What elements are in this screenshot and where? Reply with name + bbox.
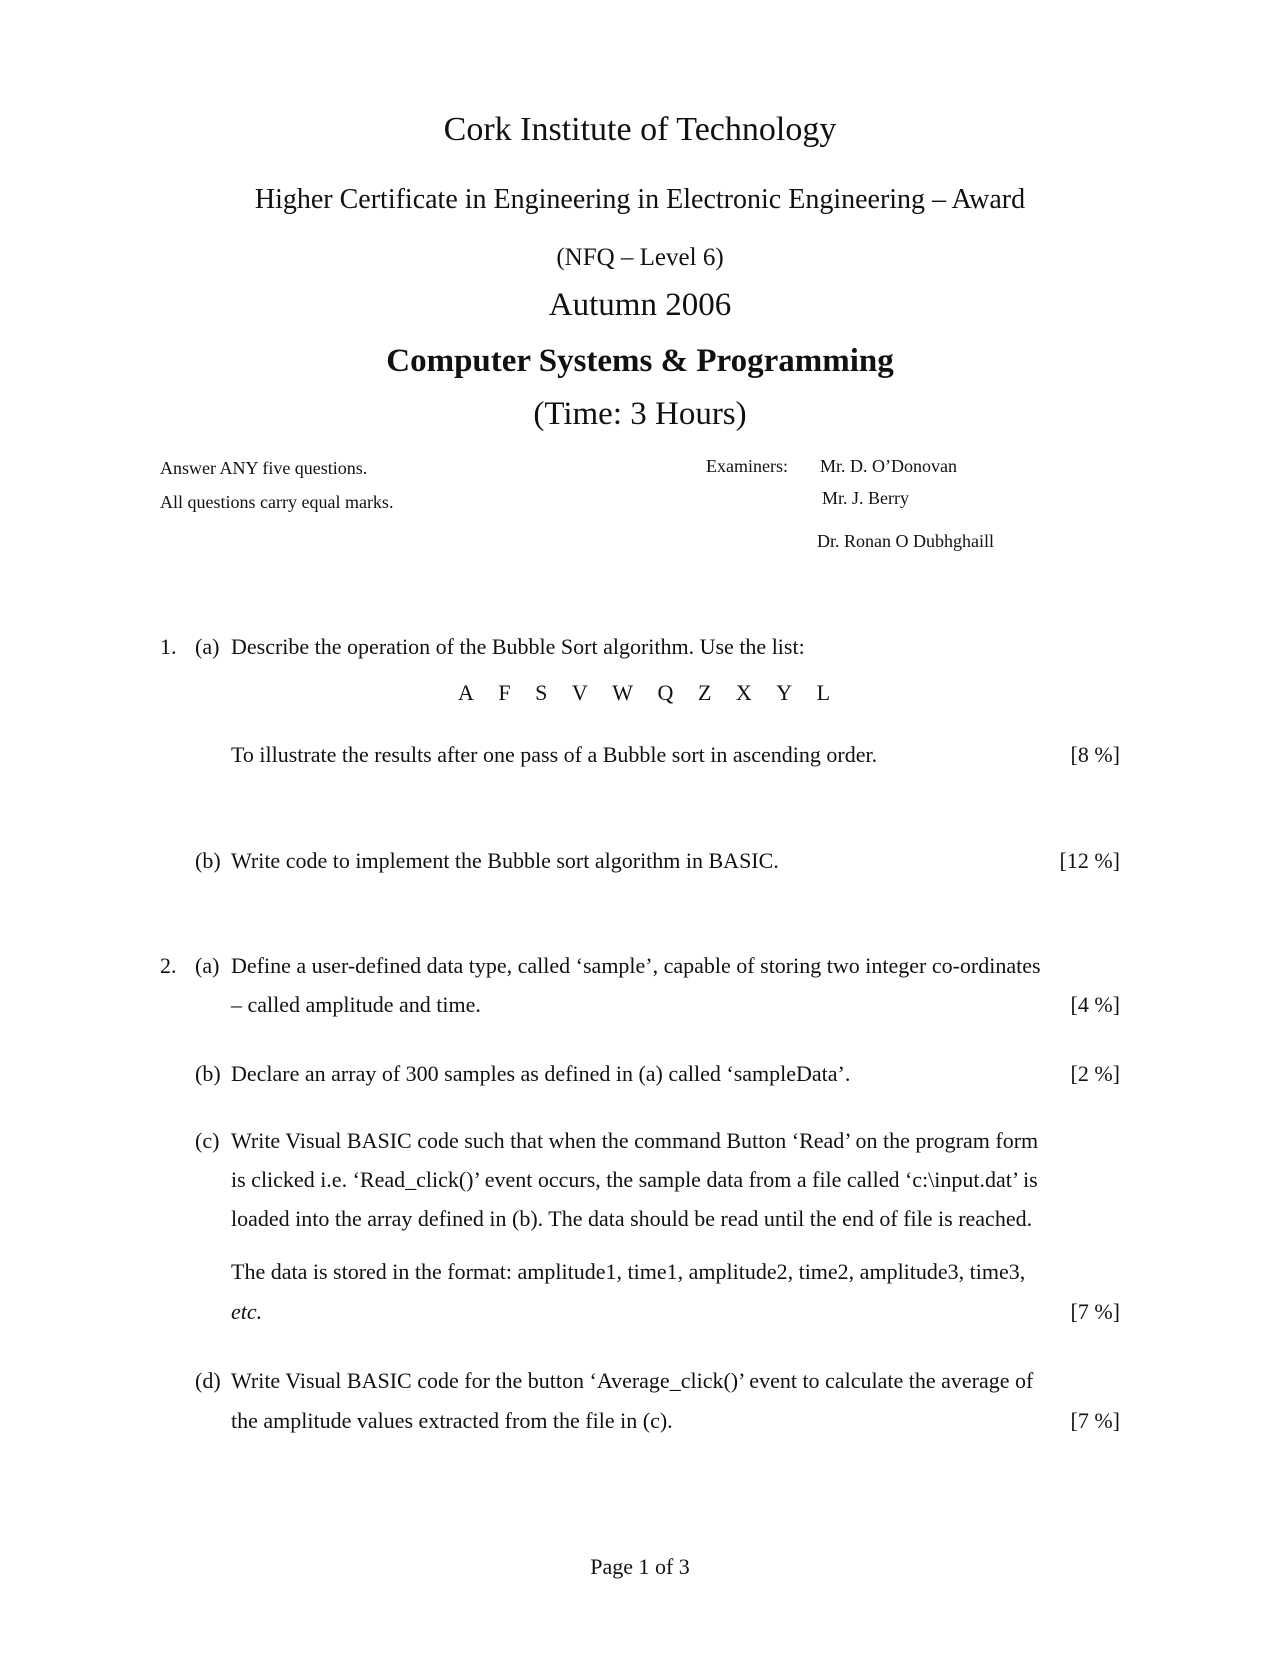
examiner-name: Mr. D. O’Donovan [820,456,957,476]
question-text: Write Visual BASIC code for the button ‘Average_click()’ event to calculate the average of [231,1368,1034,1393]
marks-label: [2 %] [1070,1061,1120,1086]
question-text: etc. [231,1299,263,1324]
question-text: Write code to implement the Bubble sort algorithm in BASIC. [231,848,779,873]
instruction-marks: All questions carry equal marks. [160,492,394,512]
marks-label: [8 %] [1070,742,1120,767]
institute-name: Cork Institute of Technology [443,111,837,148]
subject-title: Computer Systems & Programming [386,343,894,379]
examiner-name: Dr. Ronan O Dubhghaill [817,531,994,551]
question-text: The data is stored in the format: amplitude1, time1, amplitude2, time2, amplitude3, time3, [231,1259,1026,1284]
part-label: (a) [195,634,220,659]
question-text: Define a user-defined data type, called ‘sample’, capable of storing two integer co-ordinates [231,953,1041,978]
question-text: is clicked i.e. ‘Read_click()’ event occurs, the sample data from a file called ‘c:\input.dat’ is [231,1167,1038,1192]
question-text: – called amplitude and time. [231,992,481,1017]
exam-session: Autumn 2006 [548,287,732,323]
question-text: Declare an array of 300 samples as defined in (a) called ‘sampleData’. [231,1061,851,1086]
list-item: S [535,680,548,705]
instruction-answer: Answer ANY five questions. [160,458,368,478]
sort-list [458,680,849,706]
part-label: (d) [195,1368,221,1393]
question-text: the amplitude values extracted from the file in (c). [231,1408,673,1433]
question-text: To illustrate the results after one pass of a Bubble sort in ascending order. [231,742,878,767]
exam-duration: (Time: 3 Hours) [533,396,747,432]
list-item: L [816,680,831,705]
marks-label: [7 %] [1070,1299,1120,1324]
part-label: (c) [195,1128,220,1153]
question-text: Write Visual BASIC code such that when the command Button ‘Read’ on the program form [231,1128,1039,1153]
part-label: (b) [195,848,221,873]
examiners-label: Examiners: [706,456,788,476]
question-number: 1. [160,634,177,659]
list-item: F [498,680,511,705]
list-item: X [735,680,752,705]
marks-label: [7 %] [1070,1408,1120,1433]
list-item: Z [697,680,712,705]
list-item: Q [657,680,674,705]
page-number: Page 1 of 3 [590,1554,690,1579]
list-item: V [571,680,588,705]
list-item: Y [776,680,793,705]
part-label: (a) [195,953,220,978]
programme-title: Higher Certificate in Engineering in Electronic Engineering – Award [254,184,1026,215]
list-item: W [612,680,634,705]
part-label: (b) [195,1061,221,1086]
question-number: 2. [160,953,177,978]
nfq-level: (NFQ – Level 6) [556,244,724,271]
examiner-name: Mr. J. Berry [822,488,909,508]
question-text: Describe the operation of the Bubble Sort algorithm. Use the list: [231,634,805,659]
list-item: A [458,680,474,705]
marks-label: [12 %] [1059,848,1120,873]
marks-label: [4 %] [1070,992,1120,1017]
question-text: loaded into the array defined in (b). The data should be read until the end of file is reached. [231,1206,1033,1231]
